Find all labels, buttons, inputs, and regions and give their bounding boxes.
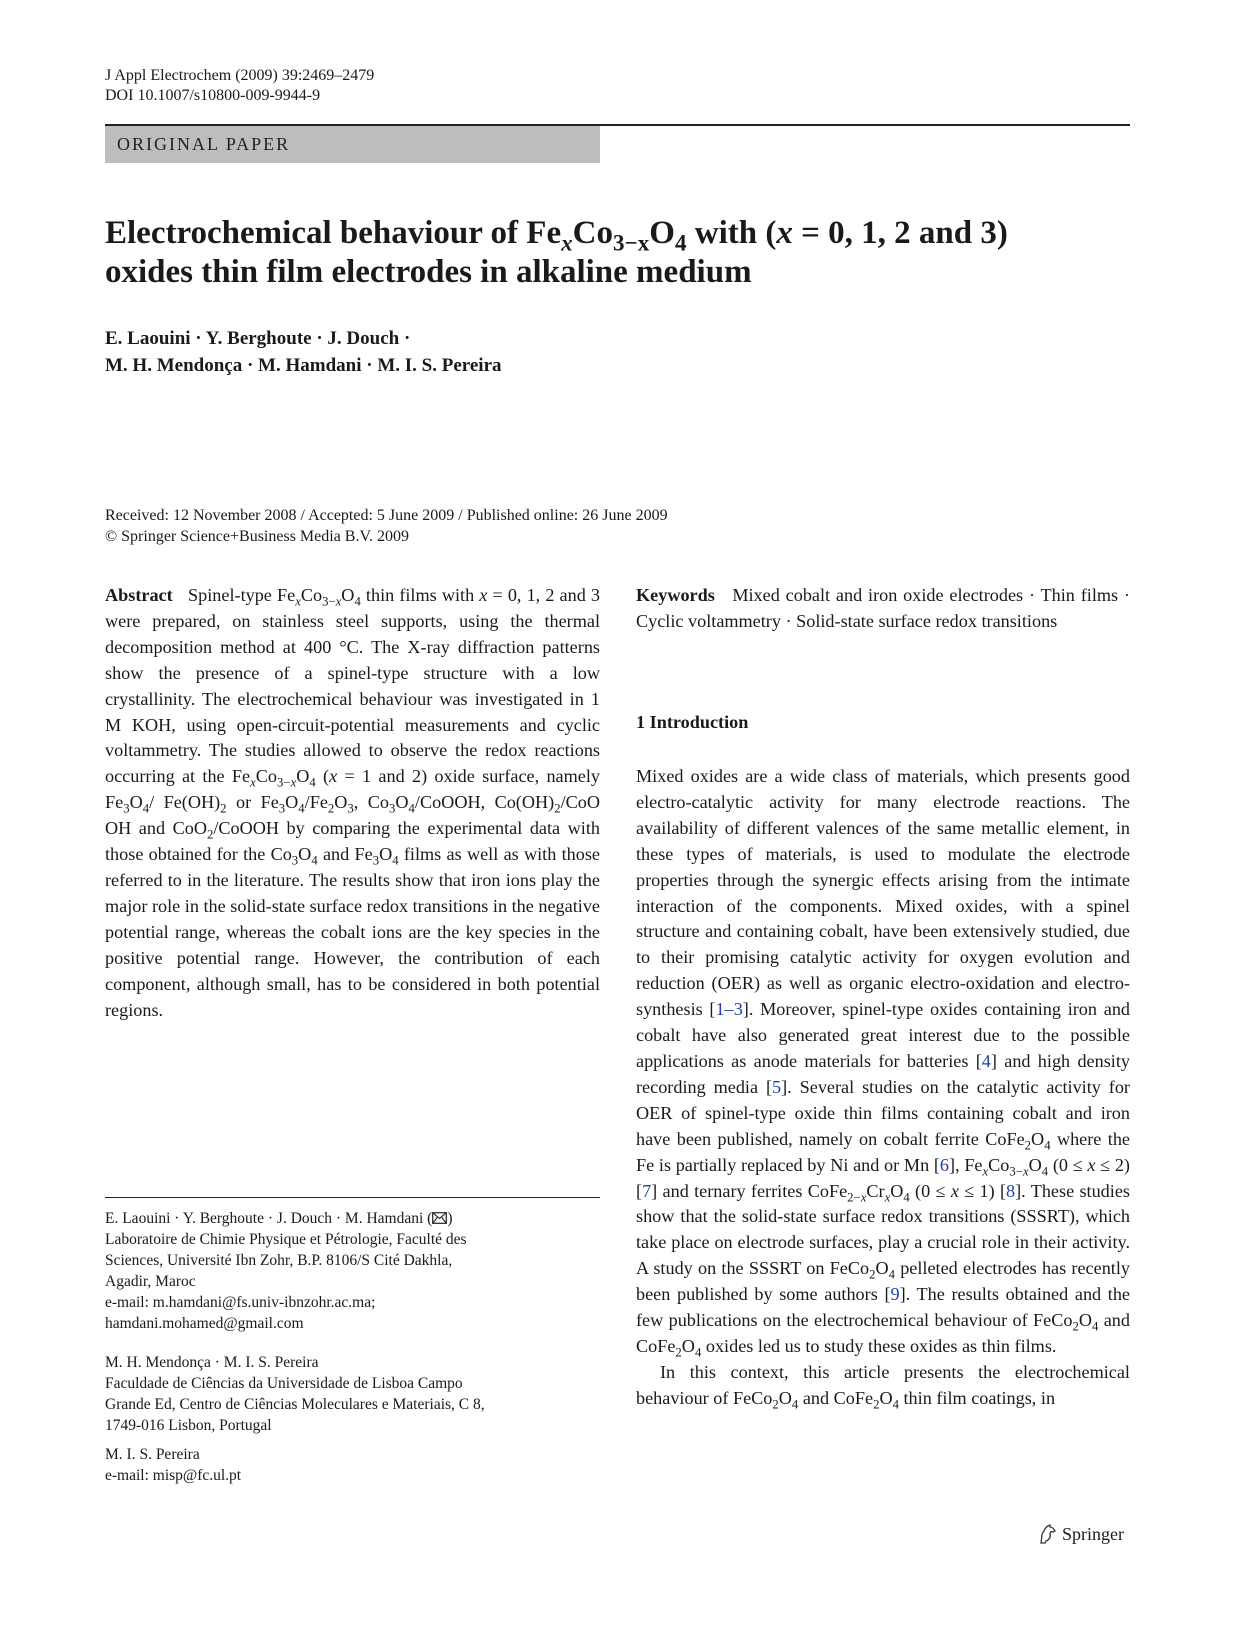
affiliation-2-line-3: Grande Ed, Centro de Ciências Moleculares e Materiais, C 8, <box>105 1396 485 1413</box>
keywords-text: Mixed cobalt and iron oxide electrodes · Thin films · Cyclic voltammetry · Solid-state surface redox transitions <box>636 585 1130 631</box>
abstract <box>105 583 600 1023</box>
affiliation-3-email[interactable]: e-mail: misp@fc.ul.pt <box>105 1467 242 1484</box>
affiliation-3 <box>105 1444 600 1486</box>
affiliation-1-line-4: Agadir, Maroc <box>105 1273 196 1290</box>
springer-horse-icon <box>1038 1523 1058 1545</box>
publisher-footer <box>1038 1523 1124 1545</box>
article-type-label: ORIGINAL PAPER <box>117 134 291 154</box>
keywords <box>636 583 1130 635</box>
received-accepted-dates: Received: 12 November 2008 / Accepted: 5 June 2009 / Published online: 26 June 2009 <box>105 507 668 524</box>
affiliation-1-names: E. Laouini · Y. Berghoute · J. Douch · M. Hamdani ( ) <box>105 1210 453 1227</box>
affiliation-3-name: M. I. S. Pereira <box>105 1446 200 1463</box>
affiliation-2-names: M. H. Mendonça · M. I. S. Pereira <box>105 1354 319 1371</box>
affiliation-2-line-2: Faculdade de Ciências da Universidade de Lisboa Campo <box>105 1375 463 1392</box>
introduction-body <box>636 764 1130 1412</box>
authors-line-1: E. Laouini · Y. Berghoute · J. Douch · <box>105 328 411 349</box>
author-list <box>105 325 502 379</box>
section-heading-introduction: 1 Introduction <box>636 712 749 732</box>
abstract-label: Abstract <box>105 585 173 605</box>
title-line-1: Electrochemical behaviour of $Fe_xCo_{3-x}O_4$ with (x = 0, 1, 2 and 3) <box>105 215 1008 256</box>
affiliation-1-email-2[interactable]: hamdani.mohamed@gmail.com <box>105 1315 304 1332</box>
affiliation-2 <box>105 1352 600 1436</box>
envelope-icon <box>432 1212 447 1224</box>
journal-header <box>105 66 374 106</box>
affiliation-1 <box>105 1208 600 1334</box>
affiliation-rule <box>105 1197 600 1198</box>
authors-line-2: M. H. Mendonça · M. Hamdani · M. I. S. Pereira <box>105 355 502 376</box>
affiliation-1-line-3: Sciences, Université Ibn Zohr, B.P. 8106/S Cité Dakhla, <box>105 1252 453 1269</box>
title-line-2: oxides thin film electrodes in alkaline medium <box>105 254 752 290</box>
publication-dates <box>105 505 668 547</box>
copyright-notice: © Springer Science+Business Media B.V. 2009 <box>105 528 409 545</box>
intro-paragraph-1: Mixed oxides are a wide class of materials, which presents good electro-catalytic activity for many electrode reactions. The availability of different valences of the same metallic element, in these types of materials, is used to modulate the electrode properties through the synergic effects arising from the intimate interaction of the components. Mixed oxides, with a spinel structure and containing cobalt, have been extensively studied, due to their promising catalytic activity for oxygen evolution and reduction (OER) as well as organic electro-oxidation and electro-synthesis [1–3]. Moreover, spinel-type oxides containing iron and cobalt have also generated great interest due to the possible applications as anode materials for batteries [4] and high density recording media [5]. Several studies on the catalytic activity for OER of spinel-type oxide thin films containing cobalt and iron have been published, namely on cobalt ferrite $CoFe_2O_4$ where the Fe is partially replaced by Ni and or Mn [6], $Fe_xCo_{3-x}O_4$ (0 ≤ x ≤ 2) [7] and ternary ferrites $CoFe_{2-x}Cr_xO_4$ (0 ≤ x ≤ 1) [8]. These studies show that the solid-state surface redox transitions (SSSRT), which take place on electrode surfaces, play a crucial role in their activity. A study on the SSSRT on $FeCo_2O_4$ pelleted electrodes has recently been published by some authors [9]. The results obtained and the few publications on the electrochemical behaviour of $FeCo_2O_4$ and $CoFe_2O_4$ oxides led us to study these oxides as thin films. <box>636 766 1131 1360</box>
affiliation-2-line-4: 1749-016 Lisbon, Portugal <box>105 1417 272 1434</box>
paper-title <box>105 214 1135 292</box>
abstract-text: Spinel-type $Fe_xCo_{3-x}O_4$ thin films with x = 0, 1, 2 and 3 were prepared, on stainless steel supports, using the thermal decomposition method at 400 °C. The X-ray diffraction patterns show the presence of a spinel-type structure with a low crystallinity. The electrochemical behaviour was investigated in 1 M KOH, using open-circuit-potential measurements and cyclic voltammetry. The studies allowed to observe the redox reactions occurring at the $Fe_xCo_{3-x}O_4$ (x = 1 and 2) oxide surface, namely $Fe_3O_4/$ $Fe(OH)_2$ or $Fe_3O_4/Fe_2O_3$, $Co_3O_4$/CoOOH, $Co(OH)_2$/CoO OH and CoO$_2$/CoOOH by comparing the experimental data with those obtained for the $Co_3O_4$ and $Fe_3O_4$ films as well as with those referred to in the literature. The results show that iron ions play the major role in the solid-state surface redox transitions in the negative potential range, whereas the cobalt ions are the key species in the positive potential range. However, the contribution of each component, although small, has to be considered in both potential regions. <box>105 585 601 1020</box>
journal-citation: J Appl Electrochem (2009) 39:2469–2479 <box>105 67 375 84</box>
keywords-label: Keywords <box>636 585 715 605</box>
intro-paragraph-2: In this context, this article presents the electrochemical behaviour of $FeCo_2O_4$ and $CoFe_2O_4$ thin film coatings, in <box>636 1361 1130 1412</box>
publisher-name: Springer <box>1062 1523 1124 1544</box>
affiliation-1-email-1[interactable]: e-mail: m.hamdani@fs.univ-ibnzohr.ac.ma; <box>105 1294 376 1311</box>
affiliation-1-line-2: Laboratoire de Chimie Physique et Pétrologie, Faculté des <box>105 1231 467 1248</box>
article-type-banner <box>105 126 600 163</box>
journal-doi[interactable]: DOI 10.1007/s10800-009-9944-9 <box>105 87 321 104</box>
